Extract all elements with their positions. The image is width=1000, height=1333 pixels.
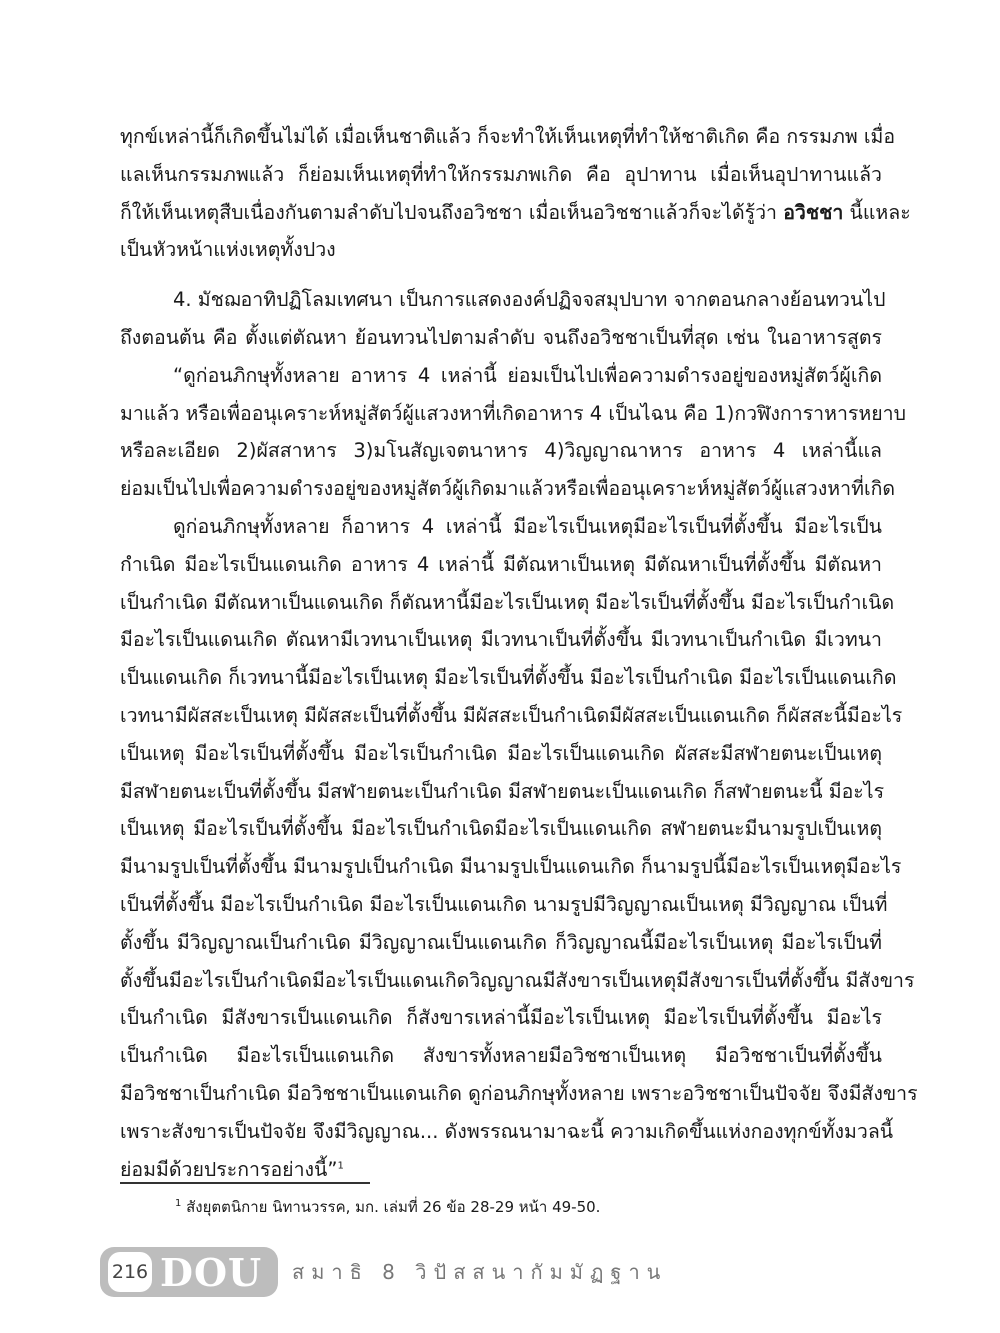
- text-line: ตั้งขึ้น มีวิญญาณเป็นกำเนิด มีวิญญาณเป็นแดนเกิด ก็วิญญาณนี้มีอะไรเป็นเหตุ มีอะไรเป็นที่: [120, 930, 882, 954]
- dou-logo: DOU: [160, 1249, 263, 1295]
- text-line: เป็นแดนเกิด ก็เวทนานี้มีอะไรเป็นเหตุ มีอะไรเป็นที่ตั้งขึ้น มีอะไรเป็นกำเนิด มีอะไรเป็นแดนเกิด: [120, 666, 897, 690]
- text-line: 4. มัชฌอาทิปฏิโลมเทศนา เป็นการแสดงองค์ปฏิจจสมุปบาท จากตอนกลางย้อนทวนไป: [173, 288, 886, 312]
- text-run: นี้แหละ: [843, 200, 911, 224]
- text-line: กำเนิด มีอะไรเป็นแดนเกิด อาหาร 4 เหล่านี้ มีตัณหาเป็นเหตุ มีตัณหาเป็นที่ตั้งขึ้น มีตัณหา: [120, 552, 882, 576]
- page-number: 216: [108, 1252, 152, 1292]
- text-run: ย่อมมีด้วยประการอย่างนี้”: [120, 1157, 338, 1181]
- text-line: ย่อมเป็นไปเพื่อความดำรงอยู่ของหมู่สัตว์ผู้เกิดมาแล้วหรือเพื่ออนุเคราะห์หมู่สัตว์ผู้แสวงหาที่เกิด: [120, 477, 896, 501]
- text-line: เป็นเหตุ มีอะไรเป็นที่ตั้งขึ้น มีอะไรเป็นกำเนิด มีอะไรเป็นแดนเกิด ผัสสะมีสฬายตนะเป็นเหตุ: [120, 741, 882, 765]
- text-line: แลเห็นกรรมภพแล้ว ก็ย่อมเห็นเหตุที่ทำให้กรรมภพเกิด คือ อุปาทาน เมื่อเห็นอุปาทานแล้ว: [120, 162, 882, 186]
- text-line: “ดูก่อนภิกษุทั้งหลาย อาหาร 4 เหล่านี้ ย่อมเป็นไปเพื่อความดำรงอยู่ของหมู่สัตว์ผู้เกิด: [173, 363, 882, 387]
- text-line: เป็นกำเนิด มีสังขารเป็นแดนเกิด ก็สังขารเหล่านี้มีอะไรเป็นเหตุ มีอะไรเป็นที่ตั้งขึ้น มีอะไร: [120, 1006, 882, 1030]
- text-line: เป็นเหตุ มีอะไรเป็นที่ตั้งขึ้น มีอะไรเป็นกำเนิดมีอะไรเป็นแดนเกิด สฬายตนะมีนามรูปเป็นเหตุ: [120, 817, 882, 841]
- text-line: เวทนามีผัสสะเป็นเหตุ มีผัสสะเป็นที่ตั้งขึ้น มีผัสสะเป็นกำเนิดมีผัสสะเป็นแดนเกิด ก็ผัสสะนี้มีอะไร: [120, 703, 903, 727]
- footnote: [175, 1197, 600, 1217]
- text-line: มีอะไรเป็นแดนเกิด ตัณหามีเวทนาเป็นเหตุ มีเวทนาเป็นที่ตั้งขึ้น มีเวทนาเป็นกำเนิด มีเวทนา: [120, 628, 882, 652]
- text-line: เป็นกำเนิด มีตัณหาเป็นแดนเกิด ก็ตัณหานี้มีอะไรเป็นเหตุ มีอะไรเป็นที่ตั้งขึ้น มีอะไรเป็นกำเนิด: [120, 590, 895, 614]
- text-line: มีอวิชชาเป็นกำเนิด มีอวิชชาเป็นแดนเกิด ดูก่อนภิกษุทั้งหลาย เพราะอวิชชาเป็นปัจจัย จึงมีสังขาร: [120, 1081, 918, 1105]
- text-line: ถึงตอนต้น คือ ตั้งแต่ตัณหา ย้อนทวนไปตามลำดับ จนถึงอวิชชาเป็นที่สุด เช่น ในอาหารสูตร: [120, 325, 882, 349]
- footer-badge: [100, 1247, 278, 1297]
- text-line: ตั้งขึ้นมีอะไรเป็นกำเนิดมีอะไรเป็นแดนเกิดวิญญาณมีสังขารเป็นเหตุมีสังขารเป็นที่ตั้งขึ้น มีสังขาร: [120, 968, 915, 992]
- text-line: มีสฬายตนะเป็นที่ตั้งขึ้น มีสฬายตนะเป็นกำเนิด มีสฬายตนะเป็นแดนเกิด ก็สฬายตนะนี้ มีอะไร: [120, 779, 885, 803]
- text-line: เป็นหัวหน้าแห่งเหตุทั้งปวง: [120, 238, 336, 262]
- text-line: มาแล้ว หรือเพื่ออนุเคราะห์หมู่สัตว์ผู้แสวงหาที่เกิดอาหาร 4 เป็นไฉน คือ 1)กวฬิงการาหารหยาบ: [120, 401, 906, 425]
- text-line: เป็นที่ตั้งขึ้น มีอะไรเป็นกำเนิด มีอะไรเป็นแดนเกิด นามรูปมีวิญญาณเป็นเหตุ มีวิญญาณ เป็นที่: [120, 892, 888, 916]
- footnote-divider: [120, 1182, 370, 1184]
- text-line: [120, 194, 911, 232]
- text-line: ดูก่อนภิกษุทั้งหลาย ก็อาหาร 4 เหล่านี้ มีอะไรเป็นเหตุมีอะไรเป็นที่ตั้งขึ้น มีอะไรเป็น: [173, 514, 882, 538]
- text-line: หรือละเอียด 2)ผัสสาหาร 3)มโนสัญเจตนาหาร 4)วิญญาณาหาร อาหาร 4 เหล่านี้แล: [120, 439, 882, 463]
- text-line: เป็นกำเนิด มีอะไรเป็นแดนเกิด สังขารทั้งหลายมีอวิชชาเป็นเหตุ มีอวิชชาเป็นที่ตั้งขึ้น: [120, 1044, 882, 1068]
- page-footer: [100, 1247, 667, 1297]
- text-run: ก็ให้เห็นเหตุสืบเนื่องกันตามลำดับไปจนถึงอวิชชา เมื่อเห็นอวิชชาแล้วก็จะได้รู้ว่า: [120, 200, 784, 224]
- footnote-reference[interactable]: 1: [337, 1160, 344, 1172]
- running-title: สมาธิ 8 วิปัสสนากัมมัฏฐาน: [292, 1260, 668, 1284]
- bold-term: อวิชชา: [783, 200, 844, 224]
- footnote-text: สังยุตตนิกาย นิทานวรรค, มก. เล่มที่ 26 ข้อ 28-29 หน้า 49-50.: [186, 1198, 601, 1216]
- main-text: [120, 118, 918, 1188]
- text-line: ทุกข์เหล่านี้ก็เกิดขึ้นไม่ได้ เมื่อเห็นชาติแล้ว ก็จะทำให้เห็นเหตุที่ทำให้ชาติเกิด คือ กรรมภพ เมื่อ: [120, 125, 896, 148]
- footnote-mark: 1: [175, 1198, 182, 1209]
- text-line: มีนามรูปเป็นที่ตั้งขึ้น มีนามรูปเป็นกำเนิด มีนามรูปเป็นแดนเกิด ก็นามรูปนี้มีอะไรเป็นเหตุมีอะไร: [120, 855, 902, 879]
- text-line: เพราะสังขารเป็นปัจจัย จึงมีวิญญาณ... ดังพรรณนามาฉะนี้ ความเกิดขึ้นแห่งกองทุกข์ทั้งมวลนี้: [120, 1119, 894, 1143]
